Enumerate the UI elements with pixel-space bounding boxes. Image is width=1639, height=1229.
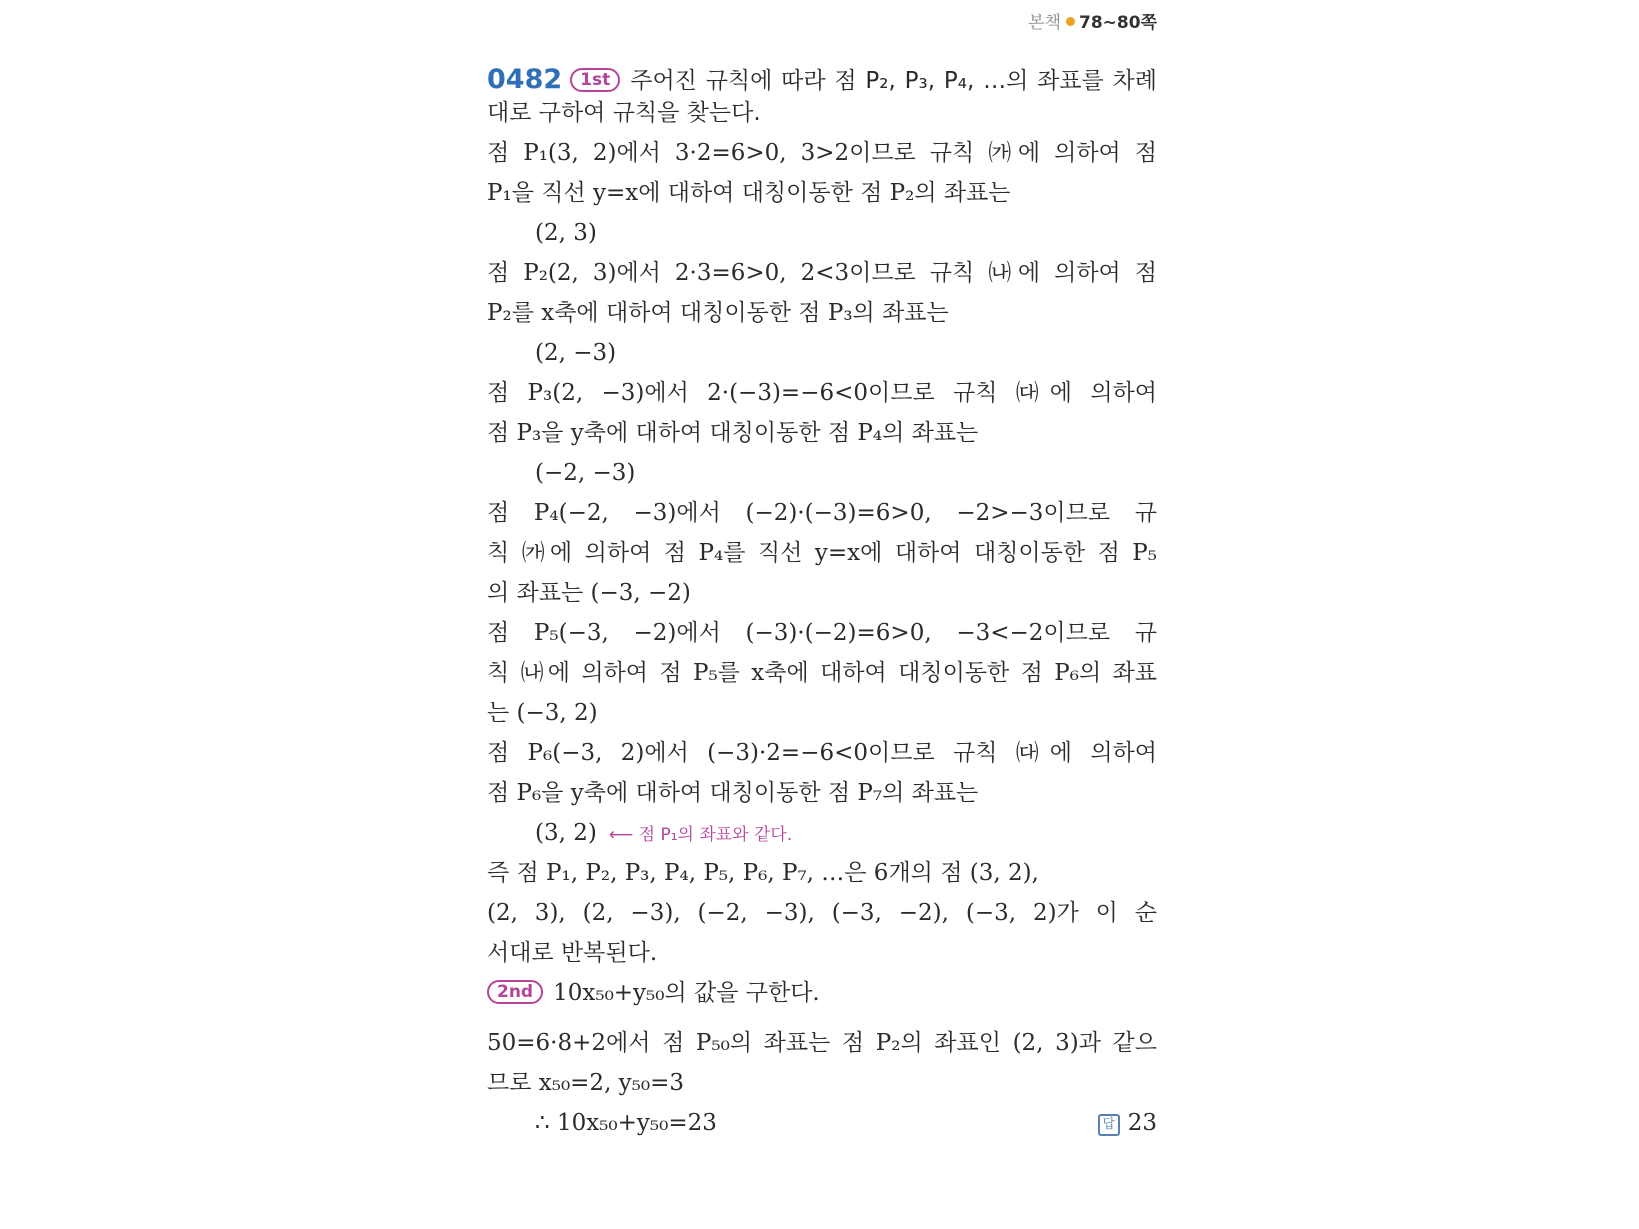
coordinate-result: (2, 3) bbox=[535, 220, 597, 246]
answer bbox=[1098, 1108, 1157, 1138]
coordinate-result: (−2, −3) bbox=[535, 460, 636, 486]
body-line: P₁을 직선 y=x에 대하여 대칭이동한 점 P₂의 좌표는 bbox=[487, 180, 1011, 206]
step1-badge: 1st bbox=[570, 68, 620, 92]
step1-text: 주어진 규칙에 따라 점 P₂, P₃, P₄, …의 좌표를 차례 bbox=[630, 68, 1157, 94]
body-line: 점 P₁(3, 2)에서 3·2=6>0, 3>2이므로 규칙 ㈎에 의하여 점 bbox=[487, 140, 1157, 166]
body-line: 서대로 반복된다. bbox=[487, 940, 658, 966]
step2-line bbox=[487, 978, 1157, 1008]
bullet-dot-icon bbox=[1066, 17, 1075, 26]
problem-number: 0482 bbox=[487, 64, 563, 95]
body-line: 점 P₆을 y축에 대하여 대칭이동한 점 P₇의 좌표는 bbox=[487, 780, 979, 806]
body-line: 점 P₆(−3, 2)에서 (−3)·2=−6<0이므로 규칙 ㈐에 의하여 bbox=[487, 740, 1157, 766]
body-line: 점 P₃을 y축에 대하여 대칭이동한 점 P₄의 좌표는 bbox=[487, 420, 979, 446]
body-line: 점 P₅(−3, −2)에서 (−3)·(−2)=6>0, −3<−2이므로 규 bbox=[487, 620, 1157, 646]
answer-value: 23 bbox=[1127, 1110, 1157, 1136]
step2-title: 10x₅₀+y₅₀의 값을 구한다. bbox=[553, 980, 820, 1006]
annotation-note: ⟵ 점 P₁의 좌표와 같다. bbox=[608, 825, 793, 845]
body-line: 칙 ㈏에 의하여 점 P₅를 x축에 대하여 대칭이동한 점 P₆의 좌표 bbox=[487, 660, 1157, 686]
step1-line1 bbox=[487, 63, 1157, 98]
conclusion-line: ∴ 10x₅₀+y₅₀=23 bbox=[535, 1110, 717, 1136]
body-line: P₂를 x축에 대하여 대칭이동한 점 P₃의 좌표는 bbox=[487, 300, 949, 326]
page-range: 78~80쪽 bbox=[1079, 13, 1157, 33]
solution-page bbox=[487, 0, 1157, 1229]
body-line: (2, 3), (2, −3), (−2, −3), (−3, −2), (−3, 2)가 이 순 bbox=[487, 900, 1157, 926]
body-line: 의 좌표는 (−3, −2) bbox=[487, 580, 691, 606]
body-line: 점 P₂(2, 3)에서 2·3=6>0, 2<3이므로 규칙 ㈏에 의하여 점 bbox=[487, 260, 1157, 286]
step1-line2: 대로 구하여 규칙을 찾는다. bbox=[487, 100, 761, 126]
page-reference bbox=[1028, 8, 1157, 33]
coordinate-value: (3, 2) bbox=[535, 820, 597, 846]
step2-badge: 2nd bbox=[487, 980, 543, 1004]
body-line: 50=6·8+2에서 점 P₅₀의 좌표는 점 P₂의 좌표인 (2, 3)과 같으 bbox=[487, 1030, 1157, 1056]
coordinate-result: (2, −3) bbox=[535, 340, 617, 366]
book-label: 본책 bbox=[1028, 13, 1062, 33]
body-line: 므로 x₅₀=2, y₅₀=3 bbox=[487, 1070, 685, 1096]
answer-mark-icon: 답 bbox=[1098, 1114, 1120, 1136]
body-line: 즉 점 P₁, P₂, P₃, P₄, P₅, P₆, P₇, …은 6개의 점 (3, 2), bbox=[487, 860, 1039, 886]
coordinate-result bbox=[535, 818, 792, 850]
body-line: 점 P₄(−2, −3)에서 (−2)·(−3)=6>0, −2>−3이므로 규 bbox=[487, 500, 1157, 526]
body-line: 칙 ㈎에 의하여 점 P₄를 직선 y=x에 대하여 대칭이동한 점 P₅ bbox=[487, 540, 1157, 566]
body-line: 점 P₃(2, −3)에서 2·(−3)=−6<0이므로 규칙 ㈐에 의하여 bbox=[487, 380, 1157, 406]
body-line: 는 (−3, 2) bbox=[487, 700, 598, 726]
